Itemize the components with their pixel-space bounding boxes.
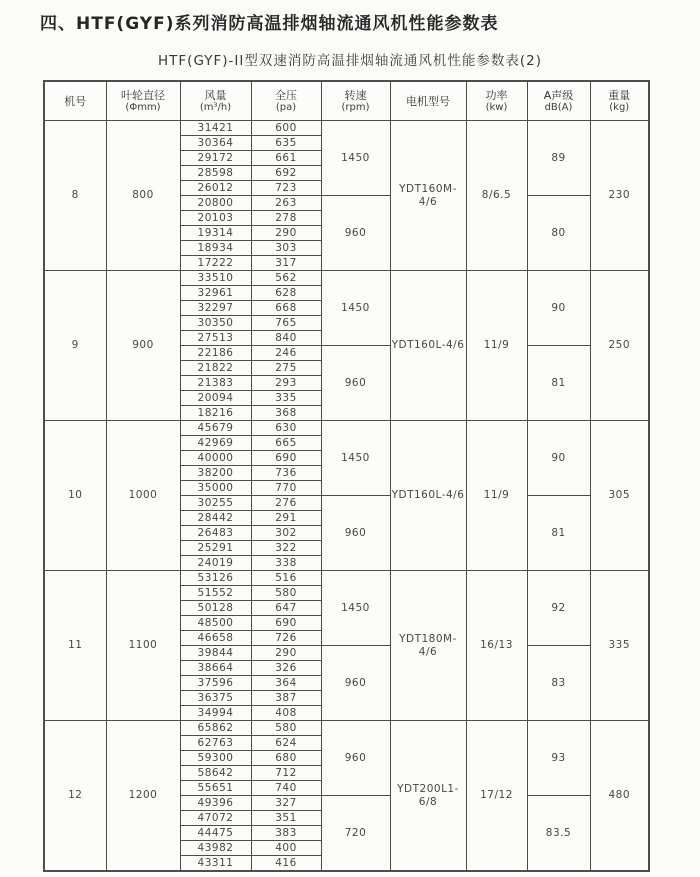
column-header <box>321 81 390 121</box>
cell-weight: 250 <box>590 271 649 421</box>
cell-speed: 960 <box>321 346 390 421</box>
cell-airflow: 38200 <box>180 466 251 481</box>
cell-pressure: 317 <box>251 256 321 271</box>
cell-airflow: 30350 <box>180 316 251 331</box>
column-header <box>251 81 321 121</box>
cell-model-no: 10 <box>44 421 106 571</box>
table-row <box>44 271 649 286</box>
cell-airflow: 38664 <box>180 661 251 676</box>
cell-noise-level: 93 <box>527 721 590 796</box>
cell-airflow: 19314 <box>180 226 251 241</box>
cell-pressure: 723 <box>251 181 321 196</box>
cell-pressure: 322 <box>251 541 321 556</box>
column-header-unit: (m³/h) <box>199 101 232 113</box>
cell-speed: 960 <box>321 721 390 796</box>
cell-pressure: 368 <box>251 406 321 421</box>
cell-pressure: 335 <box>251 391 321 406</box>
cell-model-no: 11 <box>44 571 106 721</box>
cell-airflow: 48500 <box>180 616 251 631</box>
cell-airflow: 28442 <box>180 511 251 526</box>
cell-airflow: 24019 <box>180 556 251 571</box>
cell-impeller-diameter: 900 <box>106 271 180 421</box>
cell-pressure: 263 <box>251 196 321 211</box>
cell-pressure: 668 <box>251 301 321 316</box>
cell-airflow: 55651 <box>180 781 251 796</box>
fan-performance-table <box>43 80 650 872</box>
cell-motor-model: YDT200L1-6/8 <box>390 721 466 872</box>
cell-pressure: 628 <box>251 286 321 301</box>
cell-airflow: 44475 <box>180 826 251 841</box>
table-row <box>44 421 649 436</box>
cell-airflow: 25291 <box>180 541 251 556</box>
cell-pressure: 740 <box>251 781 321 796</box>
cell-noise-level: 89 <box>527 121 590 196</box>
cell-motor-model: YDT160M-4/6 <box>390 121 466 271</box>
cell-pressure: 770 <box>251 481 321 496</box>
cell-airflow: 37596 <box>180 676 251 691</box>
cell-weight: 230 <box>590 121 649 271</box>
cell-power: 17/12 <box>466 721 527 872</box>
column-header <box>106 81 180 121</box>
cell-pressure: 635 <box>251 136 321 151</box>
cell-speed: 960 <box>321 496 390 571</box>
cell-pressure: 291 <box>251 511 321 526</box>
cell-pressure: 661 <box>251 151 321 166</box>
cell-impeller-diameter: 800 <box>106 121 180 271</box>
cell-noise-level: 90 <box>527 271 590 346</box>
cell-weight: 305 <box>590 421 649 571</box>
cell-weight: 335 <box>590 571 649 721</box>
cell-airflow: 26012 <box>180 181 251 196</box>
cell-speed: 1450 <box>321 121 390 196</box>
cell-pressure: 690 <box>251 616 321 631</box>
cell-pressure: 387 <box>251 691 321 706</box>
cell-power: 8/6.5 <box>466 121 527 271</box>
cell-pressure: 840 <box>251 331 321 346</box>
table-header-row <box>44 81 649 121</box>
cell-airflow: 18216 <box>180 406 251 421</box>
cell-pressure: 562 <box>251 271 321 286</box>
column-header-unit: (rpm) <box>341 101 370 113</box>
cell-pressure: 383 <box>251 826 321 841</box>
cell-weight: 480 <box>590 721 649 872</box>
cell-speed: 720 <box>321 796 390 872</box>
cell-pressure: 624 <box>251 736 321 751</box>
cell-pressure: 293 <box>251 376 321 391</box>
cell-pressure: 600 <box>251 121 321 136</box>
cell-airflow: 59300 <box>180 751 251 766</box>
cell-airflow: 43311 <box>180 856 251 872</box>
cell-airflow: 28598 <box>180 166 251 181</box>
cell-airflow: 18934 <box>180 241 251 256</box>
cell-pressure: 416 <box>251 856 321 872</box>
cell-noise-level: 81 <box>527 346 590 421</box>
cell-pressure: 712 <box>251 766 321 781</box>
cell-noise-level: 81 <box>527 496 590 571</box>
cell-pressure: 400 <box>251 841 321 856</box>
cell-airflow: 43982 <box>180 841 251 856</box>
cell-pressure: 303 <box>251 241 321 256</box>
table-row <box>44 721 649 736</box>
cell-pressure: 290 <box>251 646 321 661</box>
cell-airflow: 20800 <box>180 196 251 211</box>
cell-power: 11/9 <box>466 271 527 421</box>
cell-pressure: 275 <box>251 361 321 376</box>
column-header-label: 风量 <box>204 88 227 102</box>
cell-model-no: 8 <box>44 121 106 271</box>
cell-airflow: 49396 <box>180 796 251 811</box>
cell-pressure: 580 <box>251 586 321 601</box>
column-header <box>390 81 466 121</box>
cell-impeller-diameter: 1200 <box>106 721 180 872</box>
cell-airflow: 32297 <box>180 301 251 316</box>
page-title: 四、HTF(GYF)系列消防高温排烟轴流通风机性能参数表 <box>40 14 499 34</box>
column-header-label: A声级 <box>543 88 574 102</box>
cell-speed: 960 <box>321 196 390 271</box>
cell-airflow: 45679 <box>180 421 251 436</box>
cell-speed: 1450 <box>321 271 390 346</box>
cell-pressure: 276 <box>251 496 321 511</box>
cell-airflow: 21822 <box>180 361 251 376</box>
cell-noise-level: 83.5 <box>527 796 590 872</box>
column-header-unit: (kw) <box>485 101 508 113</box>
cell-pressure: 765 <box>251 316 321 331</box>
cell-airflow: 42969 <box>180 436 251 451</box>
cell-motor-model: YDT160L-4/6 <box>390 421 466 571</box>
cell-pressure: 726 <box>251 631 321 646</box>
cell-pressure: 580 <box>251 721 321 736</box>
cell-airflow: 30364 <box>180 136 251 151</box>
cell-airflow: 58642 <box>180 766 251 781</box>
cell-airflow: 32961 <box>180 286 251 301</box>
cell-airflow: 34994 <box>180 706 251 721</box>
column-header-unit: (pa) <box>275 101 297 113</box>
cell-pressure: 278 <box>251 211 321 226</box>
cell-airflow: 27513 <box>180 331 251 346</box>
cell-airflow: 20094 <box>180 391 251 406</box>
cell-noise-level: 92 <box>527 571 590 646</box>
column-header-unit: (Φmm) <box>125 101 161 113</box>
cell-speed: 960 <box>321 646 390 721</box>
cell-model-no: 9 <box>44 271 106 421</box>
cell-pressure: 516 <box>251 571 321 586</box>
cell-speed: 1450 <box>321 571 390 646</box>
column-header-label: 电机型号 <box>406 94 450 108</box>
cell-airflow: 22186 <box>180 346 251 361</box>
cell-pressure: 647 <box>251 601 321 616</box>
cell-pressure: 665 <box>251 436 321 451</box>
cell-pressure: 692 <box>251 166 321 181</box>
cell-airflow: 62763 <box>180 736 251 751</box>
cell-airflow: 26483 <box>180 526 251 541</box>
cell-noise-level: 80 <box>527 196 590 271</box>
cell-impeller-diameter: 1100 <box>106 571 180 721</box>
cell-speed: 1450 <box>321 421 390 496</box>
cell-airflow: 50128 <box>180 601 251 616</box>
cell-airflow: 51552 <box>180 586 251 601</box>
cell-airflow: 40000 <box>180 451 251 466</box>
cell-airflow: 21383 <box>180 376 251 391</box>
cell-pressure: 736 <box>251 466 321 481</box>
cell-airflow: 20103 <box>180 211 251 226</box>
cell-motor-model: YDT180M-4/6 <box>390 571 466 721</box>
column-header <box>180 81 251 121</box>
column-header-label: 转速 <box>344 88 367 102</box>
cell-airflow: 36375 <box>180 691 251 706</box>
cell-pressure: 302 <box>251 526 321 541</box>
cell-power: 11/9 <box>466 421 527 571</box>
cell-pressure: 364 <box>251 676 321 691</box>
cell-airflow: 31421 <box>180 121 251 136</box>
cell-pressure: 326 <box>251 661 321 676</box>
cell-impeller-diameter: 1000 <box>106 421 180 571</box>
cell-pressure: 408 <box>251 706 321 721</box>
cell-airflow: 65862 <box>180 721 251 736</box>
cell-airflow: 53126 <box>180 571 251 586</box>
column-header <box>44 81 106 121</box>
cell-power: 16/13 <box>466 571 527 721</box>
cell-pressure: 690 <box>251 451 321 466</box>
column-header-label: 叶轮直径 <box>121 88 165 102</box>
cell-airflow: 17222 <box>180 256 251 271</box>
table-row <box>44 571 649 586</box>
cell-pressure: 680 <box>251 751 321 766</box>
column-header-unit: (kg) <box>609 101 630 113</box>
cell-noise-level: 90 <box>527 421 590 496</box>
cell-noise-level: 83 <box>527 646 590 721</box>
cell-pressure: 327 <box>251 796 321 811</box>
table-body <box>44 121 649 872</box>
cell-pressure: 630 <box>251 421 321 436</box>
cell-pressure: 246 <box>251 346 321 361</box>
cell-airflow: 30255 <box>180 496 251 511</box>
cell-airflow: 33510 <box>180 271 251 286</box>
column-header <box>466 81 527 121</box>
column-header-label: 功率 <box>485 88 508 102</box>
column-header <box>590 81 649 121</box>
column-header-unit: dB(A) <box>544 101 573 113</box>
cell-model-no: 12 <box>44 721 106 872</box>
table-row <box>44 121 649 136</box>
cell-airflow: 47072 <box>180 811 251 826</box>
cell-pressure: 290 <box>251 226 321 241</box>
page-subtitle: HTF(GYF)-II型双速消防高温排烟轴流通风机性能参数表(2) <box>158 53 542 69</box>
cell-pressure: 338 <box>251 556 321 571</box>
column-header-label: 机号 <box>64 94 87 108</box>
cell-airflow: 29172 <box>180 151 251 166</box>
column-header <box>527 81 590 121</box>
cell-pressure: 351 <box>251 811 321 826</box>
cell-motor-model: YDT160L-4/6 <box>390 271 466 421</box>
column-header-label: 重量 <box>608 88 631 102</box>
cell-airflow: 35000 <box>180 481 251 496</box>
column-header-label: 全压 <box>275 88 297 102</box>
table-header <box>44 81 649 121</box>
cell-airflow: 39844 <box>180 646 251 661</box>
cell-airflow: 46658 <box>180 631 251 646</box>
